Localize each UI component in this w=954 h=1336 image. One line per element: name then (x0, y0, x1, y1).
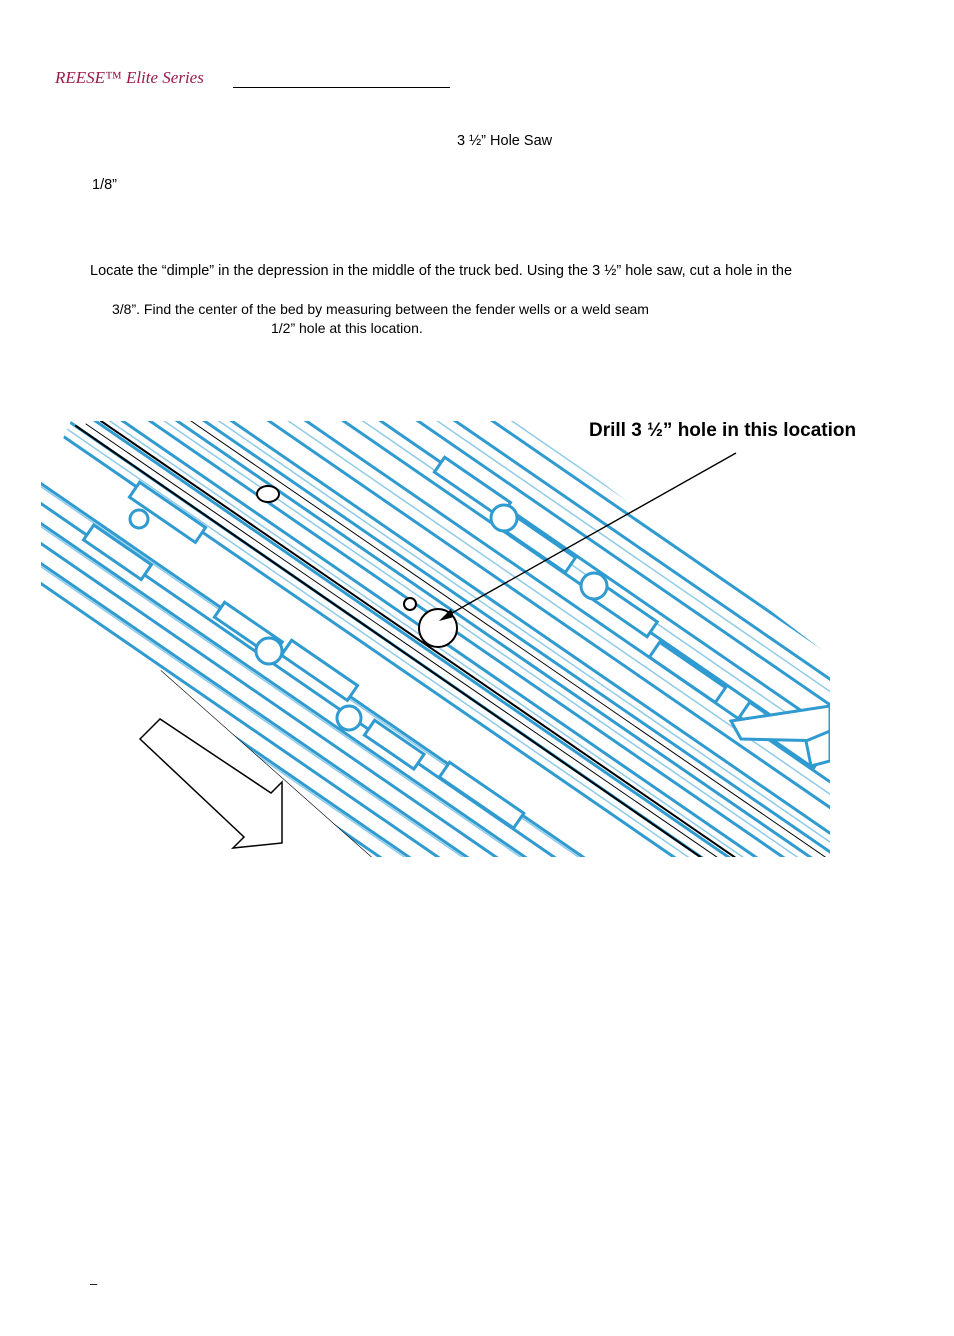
drill-callout-label: Drill 3 ½” hole in this location (589, 420, 857, 441)
bit-label: 1/8” (92, 177, 117, 193)
truck-bed-diagram (41, 421, 830, 857)
footer-mark: – (90, 1276, 98, 1291)
step-line-2: 3/8”. Find the center of the bed by measuring between the fender wells or a weld seam (112, 301, 649, 317)
tool-label: 3 ½” Hole Saw (457, 133, 553, 149)
step-line-1: Locate the “dimple” in the depression in the middle of the truck bed. Using the 3 ½” hole saw, cut a hole in the (90, 263, 793, 279)
brand-title: REESE™ Elite Series (55, 68, 204, 87)
direction-arrow-icon (140, 719, 282, 848)
step-line-3: 1/2” hole at this location. (271, 320, 423, 336)
header-rule (233, 87, 450, 88)
